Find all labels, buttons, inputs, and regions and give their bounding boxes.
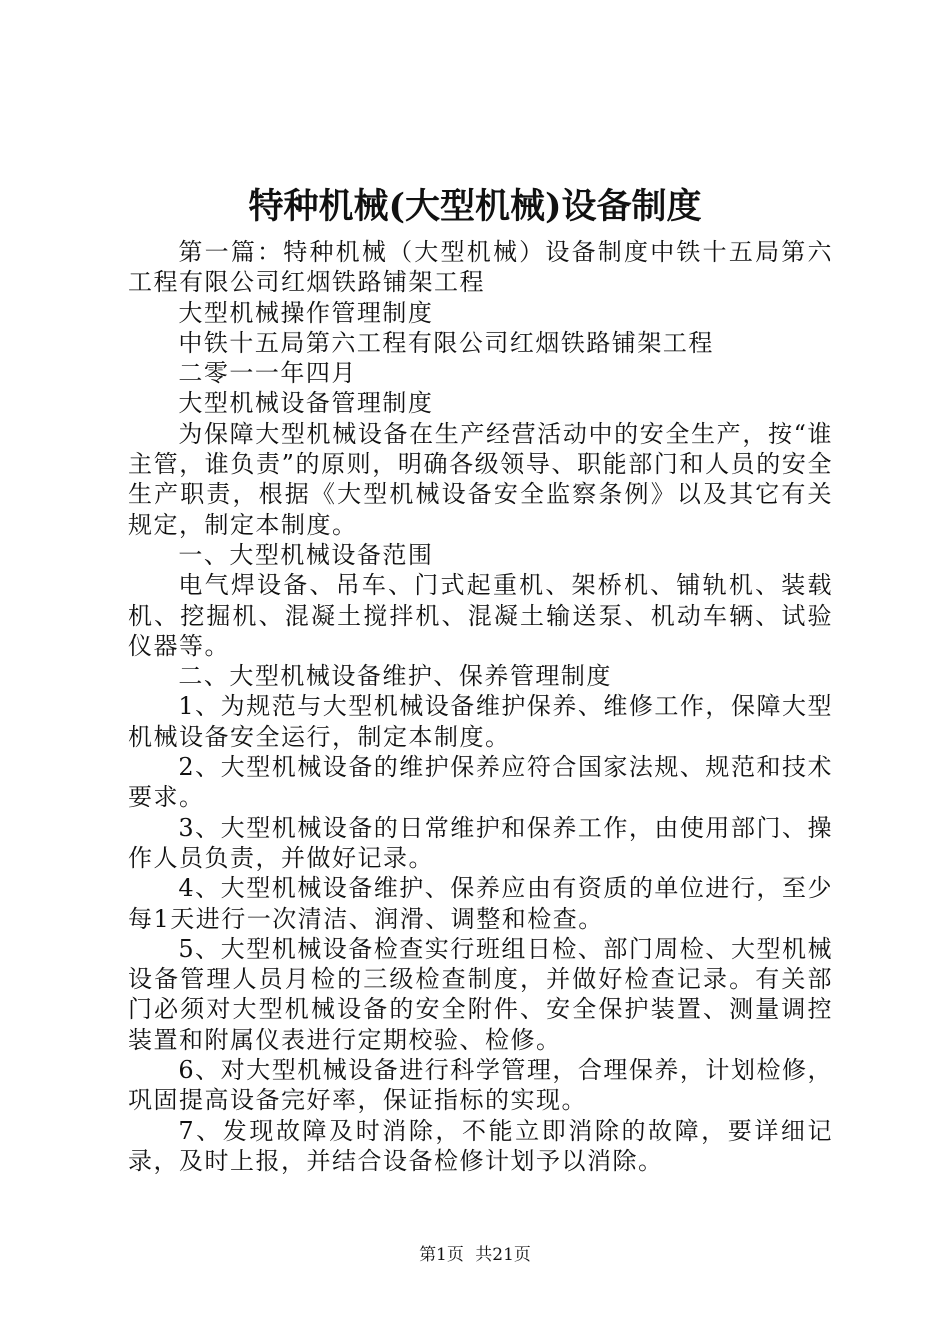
paragraph: 大型机械设备管理制度: [178, 389, 434, 418]
paragraph: 3、大型机械设备的日常维护和保养工作，由使用部门、操作人员负责，并做好记录。: [128, 813, 833, 872]
document-body: [128, 237, 833, 1176]
paragraph: 2、大型机械设备的维护保养应符合国家法规、规范和技术要求。: [128, 753, 833, 812]
paragraph: 1、为规范与大型机械设备维护保养、维修工作，保障大型机械设备安全运行，制定本制度。: [128, 692, 833, 751]
paragraph: 4、大型机械设备维护、保养应由有资质的单位进行，至少每1天进行一次清洁、润滑、调整和检查。: [128, 874, 833, 933]
paragraph: 为保障大型机械设备在生产经营活动中的安全生产，按“谁主管，谁负责”的原则，明确各级领导、职能部门和人员的安全生产职责，根据《大型机械设备安全监察条例》以及其它有关规定，制定本制度。: [128, 419, 833, 539]
paragraph: 中铁十五局第六工程有限公司红烟铁路铺架工程: [178, 328, 714, 357]
paragraph: 5、大型机械设备检查实行班组日检、部门周检、大型机械设备管理人员月检的三级检查制度，并做好检查记录。有关部门必须对大型机械设备的安全附件、安全保护装置、测量调控装置和附属仪表进行定期校验、检修。: [128, 934, 833, 1054]
page-footer: 第1页 共21页: [419, 1245, 531, 1265]
paragraph: 二、大型机械设备维护、保养管理制度: [178, 662, 612, 691]
paragraph: 第一篇：特种机械（大型机械）设备制度中铁十五局第六工程有限公司红烟铁路铺架工程: [128, 238, 833, 297]
paragraph: 6、对大型机械设备进行科学管理，合理保养，计划检修，巩固提高设备完好率，保证指标的实现。: [128, 1056, 833, 1115]
paragraph: 大型机械操作管理制度: [178, 298, 434, 327]
paragraph: 7、发现故障及时消除，不能立即消除的故障，要详细记录，及时上报，并结合设备检修计划予以消除。: [128, 1116, 833, 1175]
paragraph: 二零一一年四月: [178, 359, 357, 388]
paragraph: 电气焊设备、吊车、门式起重机、架桥机、铺轨机、装载机、挖掘机、混凝土搅拌机、混凝土输送泵、机动车辆、试验仪器等。: [128, 571, 833, 660]
paragraph: 一、大型机械设备范围: [178, 540, 434, 569]
document-title: 特种机械(大型机械)设备制度: [248, 186, 702, 227]
